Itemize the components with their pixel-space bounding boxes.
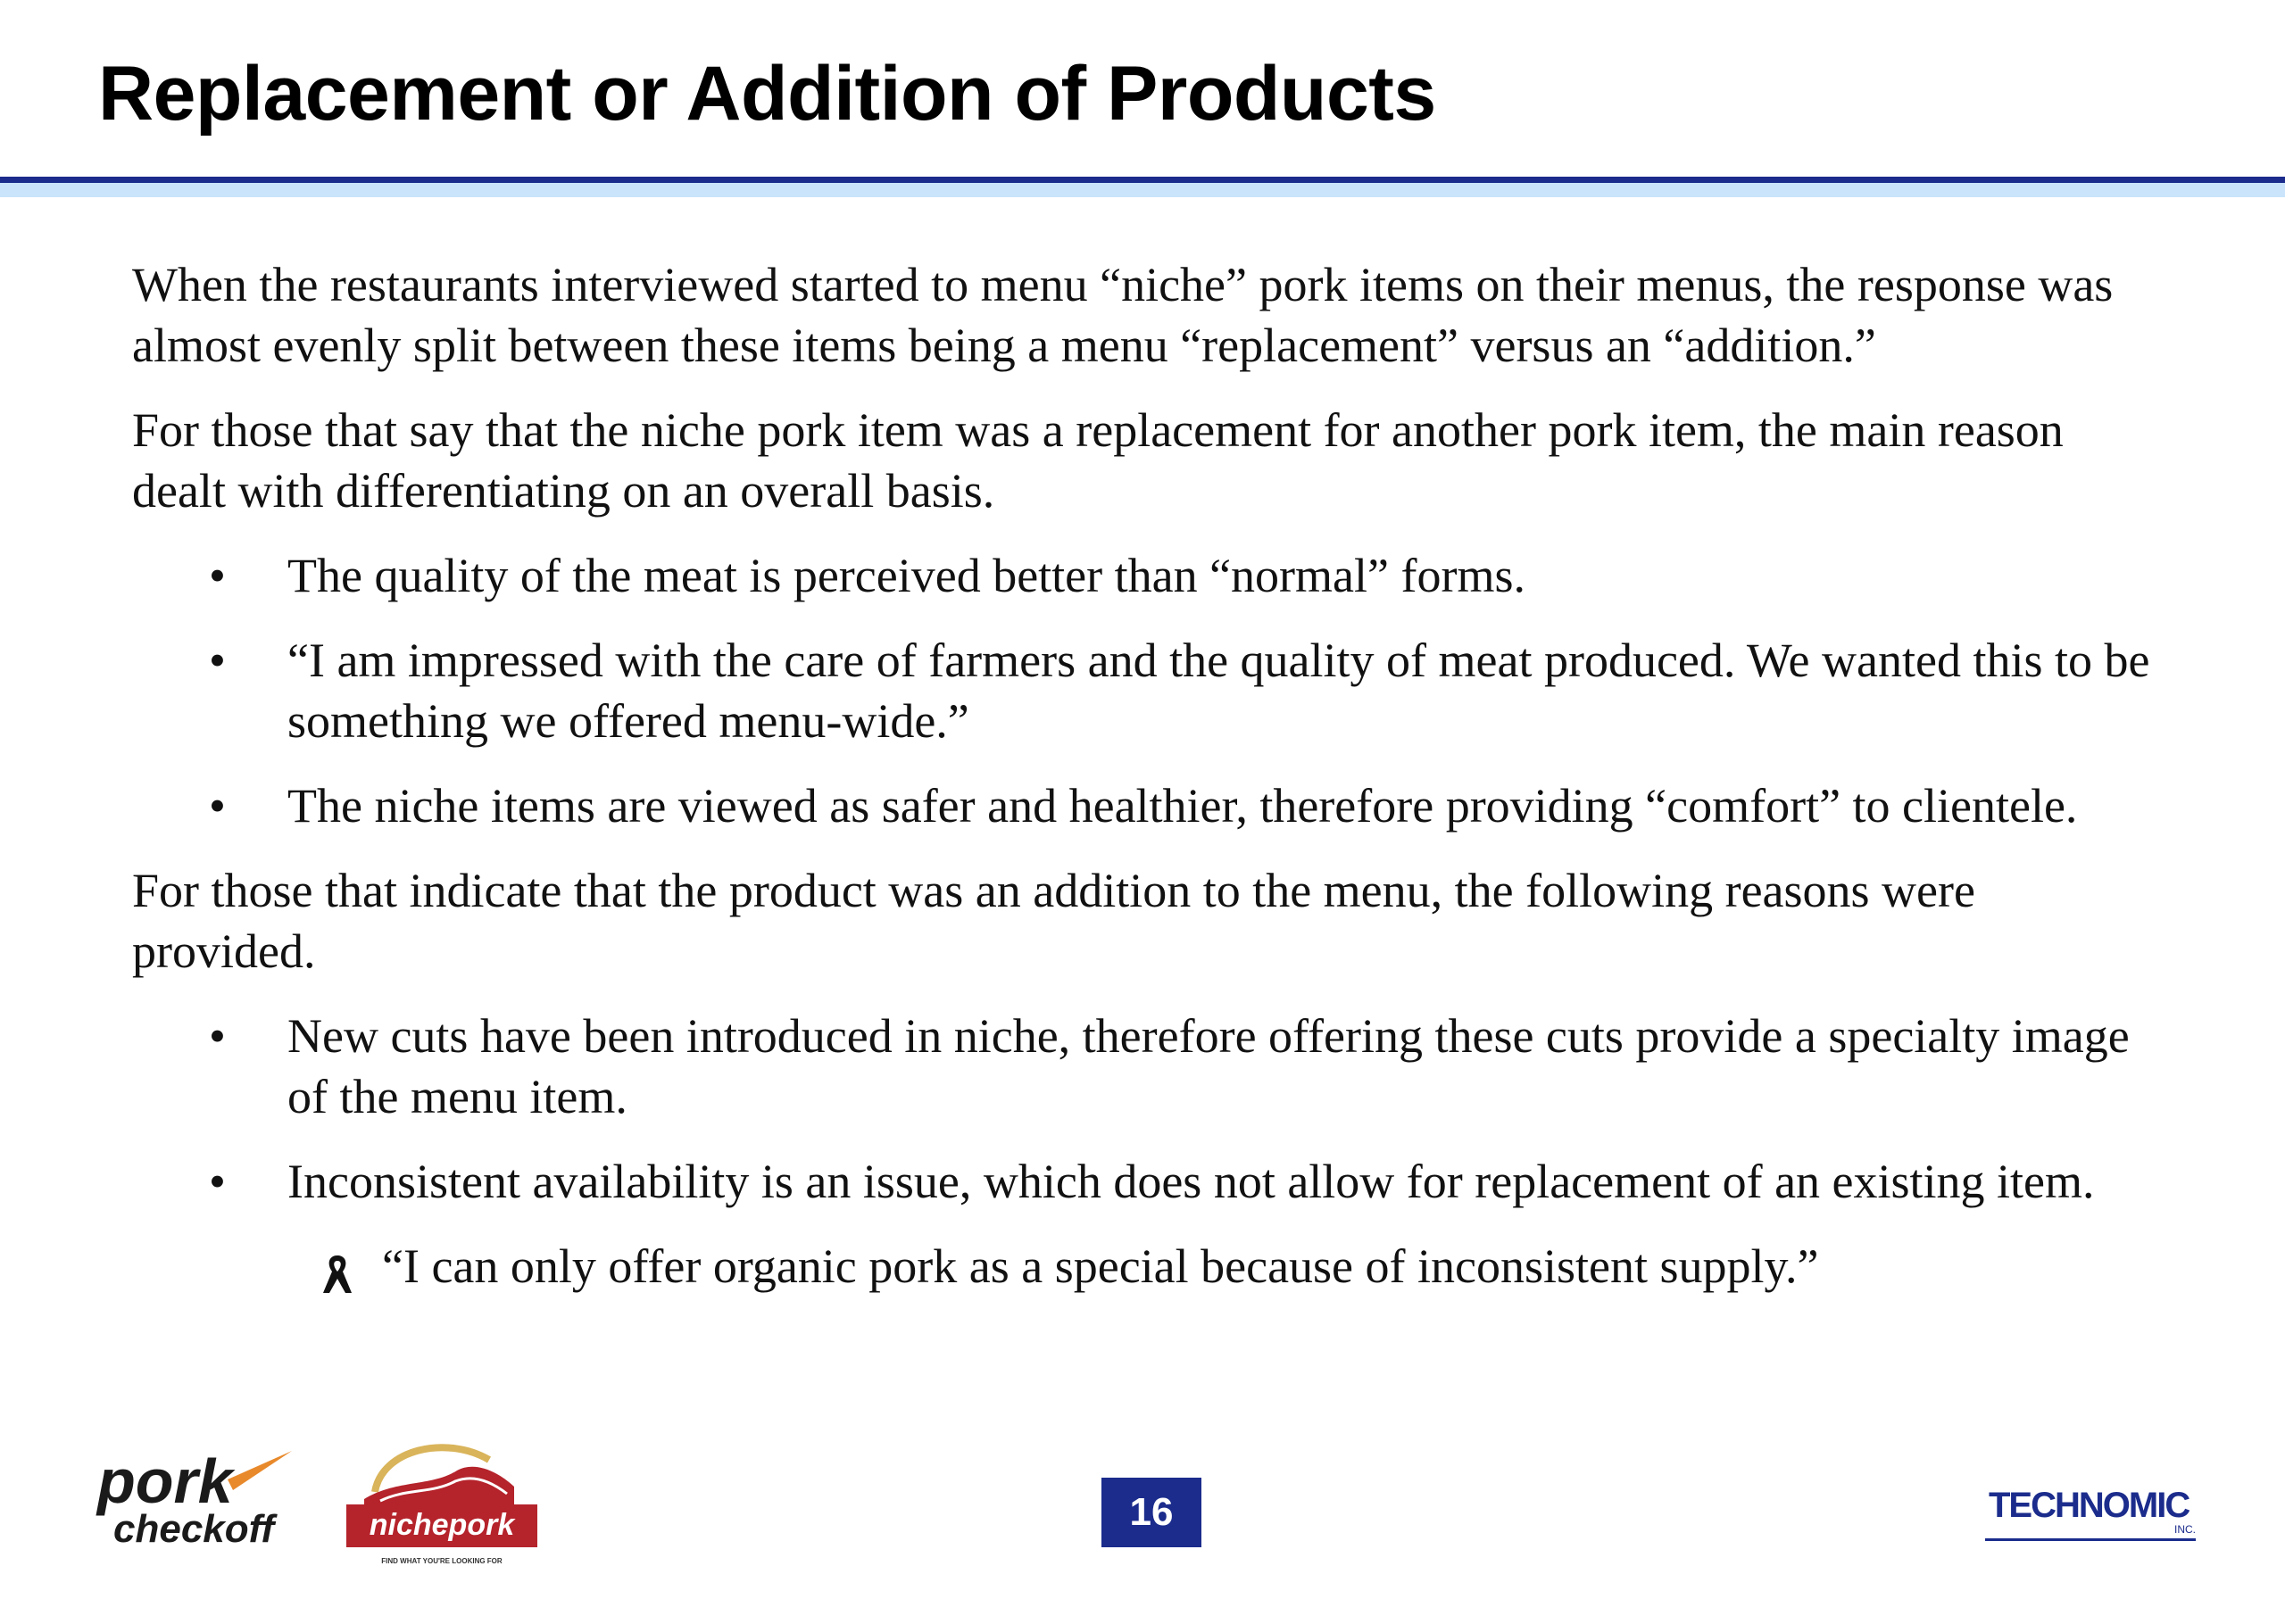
- slide-title: Replacement or Addition of Products: [98, 51, 1436, 137]
- technomic-logo-word: TECHNOMIC: [1989, 1486, 2189, 1525]
- replacement-paragraph: For those that say that the niche pork item was a replacement for another pork item, the main reason dealt with differentiating on an overall basis.: [132, 403, 2064, 518]
- bullet-text: The niche items are viewed as safer and healthier, therefore providing “comfort” to clientele.: [287, 779, 2078, 833]
- checkoff-logo-word: checkoff: [113, 1507, 275, 1551]
- bullet-item: [132, 775, 2167, 836]
- slide-body: [132, 254, 2167, 1297]
- title-rule-light: [0, 183, 2285, 197]
- technomic-logo: [1983, 1474, 2198, 1551]
- title-rule-dark: [0, 177, 2285, 183]
- page-number: 16: [1101, 1478, 1201, 1547]
- bullet-item: [132, 630, 2167, 751]
- bullet-item: [132, 1151, 2167, 1212]
- bullet-dot: •: [209, 1155, 226, 1208]
- bullet-item: [132, 545, 2167, 606]
- bullet-dot: •: [209, 549, 226, 602]
- bullet-item: [132, 1006, 2167, 1127]
- bullet-text: The quality of the meat is perceived better than “normal” forms.: [287, 549, 1525, 602]
- bullet-text: “I am impressed with the care of farmers and the quality of meat produced. We wanted this to be something we offered menu-wide.”: [287, 634, 2150, 748]
- bullet-dot: •: [209, 634, 226, 687]
- nichepork-logo-word: nichepork: [369, 1508, 515, 1542]
- bullet-text: Inconsistent availability is an issue, which does not allow for replacement of an existing item.: [287, 1155, 2095, 1208]
- addition-paragraph: For those that indicate that the product was an addition to the menu, the following reasons were provided.: [132, 864, 1975, 978]
- bullet-text: New cuts have been introduced in niche, therefore offering these cuts provide a specialty image of the menu item.: [287, 1009, 2130, 1123]
- nichepork-tagline: FIND WHAT YOU'RE LOOKING FOR: [381, 1557, 503, 1565]
- pork-checkoff-logo: [94, 1446, 299, 1553]
- sub-bullet-text: “I can only offer organic pork as a special because of inconsistent supply.”: [382, 1239, 1819, 1293]
- nichepork-logo: [339, 1429, 544, 1572]
- intro-paragraph: When the restaurants interviewed started to menu “niche” pork items on their menus, the response was almost evenly split between these items being a menu “replacement” versus an “addition.”: [132, 258, 2114, 372]
- pork-logo-word: pork: [97, 1446, 233, 1516]
- sub-bullet-item: [132, 1236, 2167, 1297]
- technomic-logo-suffix: INC.: [2174, 1523, 2196, 1536]
- bullet-dot: •: [209, 779, 226, 833]
- ribbon-icon: [320, 1252, 355, 1297]
- bullet-dot: •: [209, 1009, 226, 1063]
